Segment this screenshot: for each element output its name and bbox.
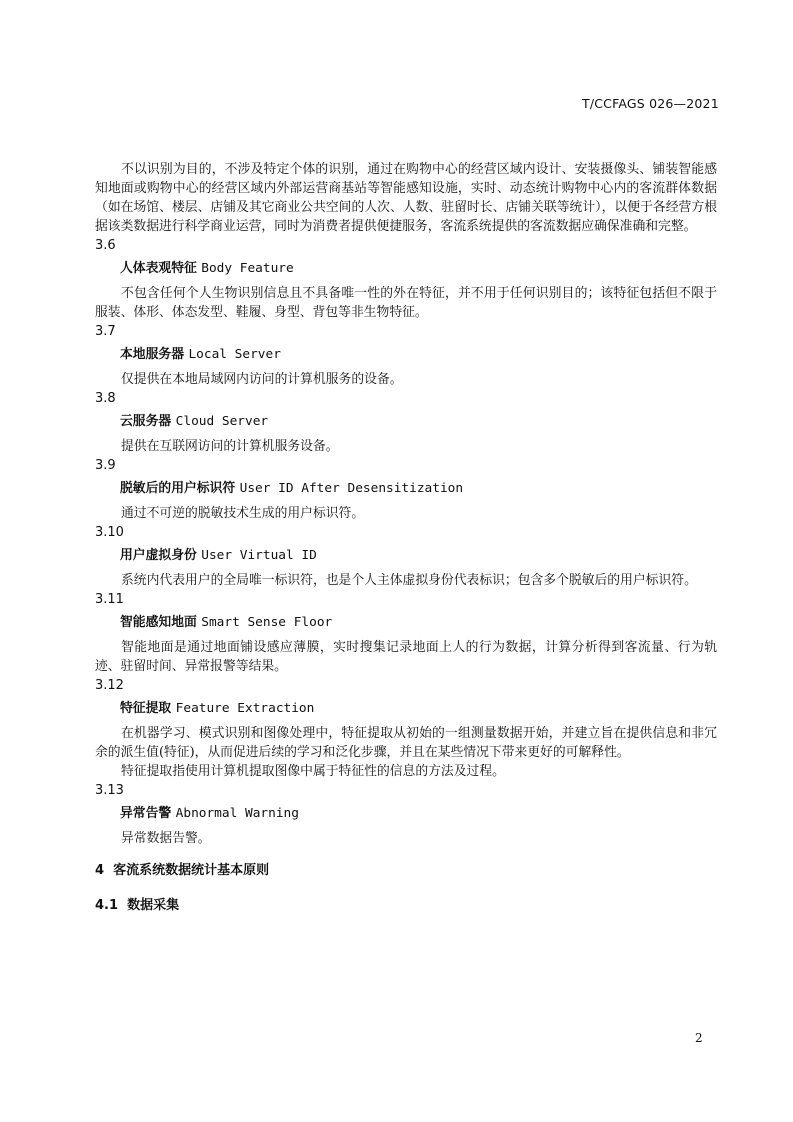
term-number: 3.13: [95, 783, 124, 798]
term-en: Cloud Server: [175, 414, 269, 429]
term-definition: 智能地面是通过地面铺设感应薄膜，实时搜集记录地面上人的行为数据，计算分析得到客流量、行为轨迹、驻留时间、异常报警等结果。: [95, 640, 717, 674]
term-cn: 异常告警: [120, 806, 172, 821]
term-entry: [95, 236, 717, 322]
term-cn: 特征提取: [120, 701, 172, 716]
term-title: [95, 412, 717, 431]
term-definition: 异常数据告警。: [121, 831, 211, 846]
term-number: 3.10: [95, 525, 124, 540]
section-title: 客流系统数据统计基本原则: [113, 863, 270, 878]
term-number: 3.6: [95, 238, 116, 253]
term-entry: [95, 590, 717, 676]
term-en: User Virtual ID: [201, 548, 317, 563]
term-number: 3.12: [95, 678, 124, 693]
term-cn: 用户虚拟身份: [120, 548, 197, 563]
term-title: [95, 613, 717, 632]
term-entry: [95, 676, 717, 781]
document-body: [95, 160, 717, 915]
document-id-header: T/CCFAGS 026—2021: [582, 96, 719, 111]
term-definition: 提供在互联网访问的计算机服务设备。: [121, 439, 339, 454]
term-number: 3.7: [95, 324, 116, 339]
subsection-heading: [95, 896, 717, 915]
term-definition: 不包含任何个人生物识别信息且不具备唯一性的外在特征，并不用于任何识别目的；该特征包括但不限于服装、体形、体态发型、鞋履、身型、背包等非生物特征。: [95, 286, 717, 320]
intro-paragraph: 不以识别为目的，不涉及特定个体的识别，通过在购物中心的经营区域内设计、安装摄像头、铺装智能感知地面或购物中心的经营区域内外部运营商基站等智能感知设施，实时、动态统计购物中心内的客流群体数据 （如在场馆、楼层、店铺及其它商业公共空间的人次、人数、驻留时长、店铺关联等统计），以便于各经营方根据该类数据进行科学商业运营，同时为消费者提供便捷服务，客流系统提供的客流数据应确保准确和完整。: [95, 162, 717, 234]
term-title: [95, 259, 717, 278]
term-definition: 在机器学习、模式识别和图像处理中，特征提取从初始的一组测量数据开始，并建立旨在提供信息和非冗余的派生值(特征)，从而促进后续的学习和泛化步骤，并且在某些情况下带来更好的可解释性。: [95, 726, 717, 760]
term-definition: 系统内代表用户的全局唯一标识符，也是个人主体虚拟身份代表标识；包含多个脱敏后的用户标识符。: [121, 573, 697, 588]
term-en: Local Server: [188, 347, 281, 362]
term-definition-continued: 特征提取指使用计算机提取图像中属于特征性的信息的方法及过程。: [121, 764, 505, 779]
term-entry: [95, 456, 717, 523]
subsection-number: 4.1: [95, 898, 119, 913]
term-entry: [95, 781, 717, 848]
term-entry: [95, 322, 717, 389]
term-en: Feature Extraction: [175, 701, 315, 716]
term-number: 3.8: [95, 391, 116, 406]
term-title: [95, 699, 717, 718]
term-title: [95, 804, 717, 823]
term-en: User ID After Desensitization: [239, 481, 464, 496]
term-entry: [95, 523, 717, 590]
term-en: Smart Sense Floor: [201, 615, 333, 630]
page-number: 2: [695, 1031, 703, 1045]
section-heading: [95, 861, 717, 880]
term-definition: 通过不可逆的脱敏技术生成的用户标识符。: [121, 506, 365, 521]
term-number: 3.11: [95, 592, 124, 607]
term-title: [95, 546, 717, 565]
term-title: [95, 479, 717, 498]
term-cn: 云服务器: [120, 414, 176, 429]
term-en: Body Feature: [201, 261, 294, 276]
section-number: 4: [95, 863, 105, 878]
term-entry: [95, 389, 717, 456]
term-definition: 仅提供在本地局域网内访问的计算机服务的设备。: [121, 372, 403, 387]
term-en: Abnormal Warning: [175, 806, 299, 821]
subsection-title: 数据采集: [127, 898, 180, 913]
term-cn: 人体表观特征: [120, 261, 197, 276]
term-cn: 本地服务器: [120, 347, 184, 362]
term-number: 3.9: [95, 458, 116, 473]
term-cn: 智能感知地面: [120, 615, 197, 630]
term-title: [95, 345, 717, 364]
term-cn: 脱敏后的用户标识符: [120, 481, 236, 496]
